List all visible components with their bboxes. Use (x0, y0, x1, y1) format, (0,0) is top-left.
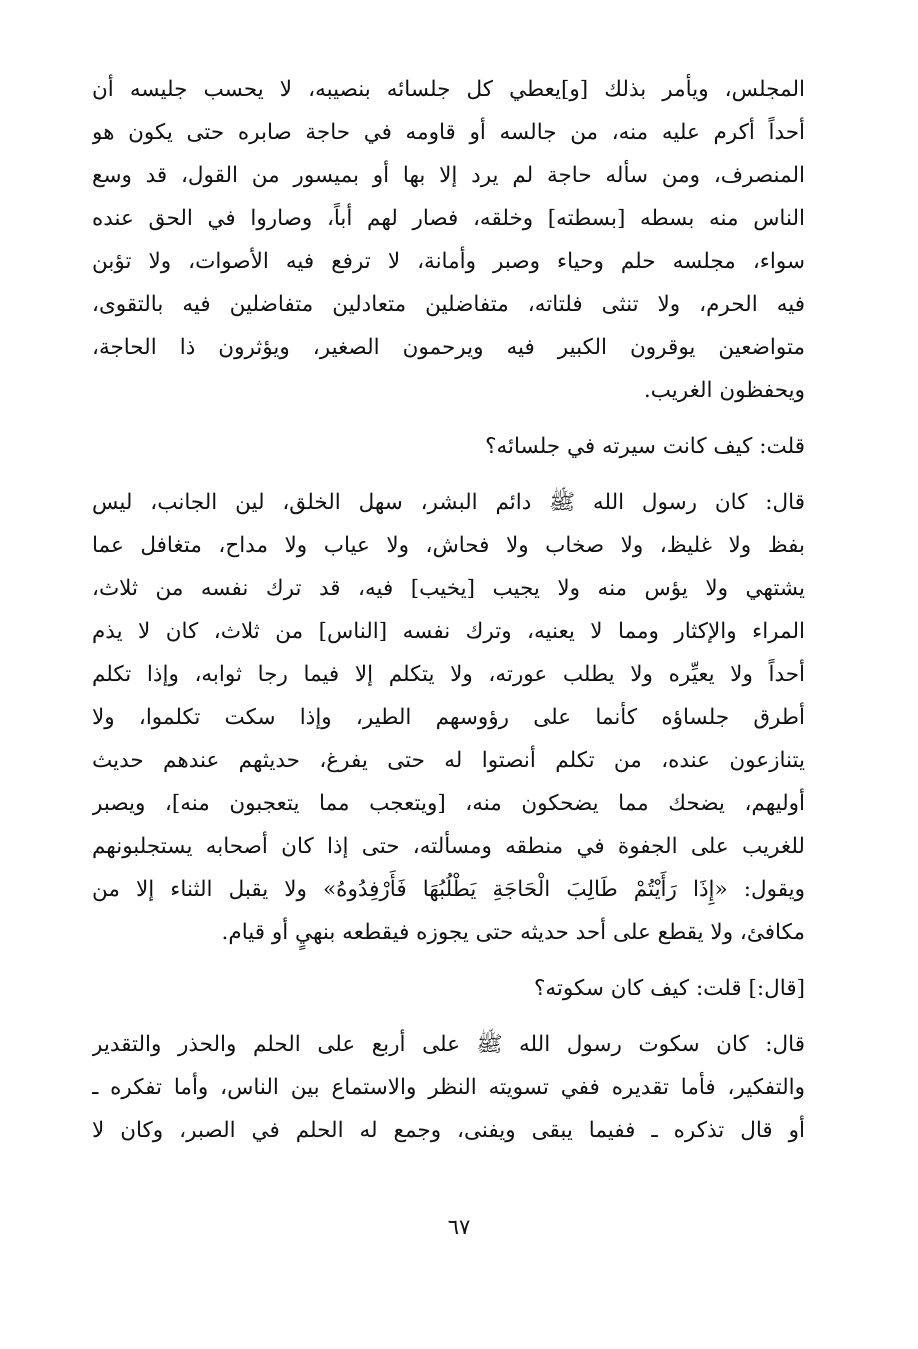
page-number: ٦٧ (447, 1215, 471, 1239)
paragraph-1 (92, 68, 805, 412)
question-heading (92, 967, 805, 1010)
text-line: سواء، مجلسه حلم وحياء وصبر وأمانة، لا ترفع فيه الأصوات، ولا تؤبن (92, 249, 805, 274)
text-line: ويحفظون الغريب. (643, 378, 805, 403)
text-line: يشتهي ولا يؤس منه ولا يجيب [يخيب] فيه، قد ترك نفسه من ثلاث، (92, 576, 805, 601)
book-page (92, 68, 805, 1248)
text-line: والتفكير، فأما تقديره ففي تسويته النظر والاستماع بين الناس، وأما تفكره ـ (92, 1075, 805, 1100)
text-line: للغريب على الجفوة في منطقه ومسألته، حتى إذا كان أصحابه يستجلبونهم (92, 834, 805, 859)
paragraph-3 (92, 481, 805, 954)
text-line: أوليهم، يضحك مما يضحكون منه، [ويتعجب مما يتعجبون منه]، ويصبر (92, 791, 805, 816)
text-line: أحداً ولا يعيِّره ولا يطلب عورته، ولا يتكلم إلا فيما رجا ثوابه، وإذا تكلم (92, 662, 805, 687)
paragraph-gap (92, 468, 805, 481)
text-line: الناس منه بسطه [بسطته] وخلقه، فصار لهم أباً، وصاروا في الحق عنده (92, 206, 805, 231)
text-line: أحداً أكرم عليه منه، من جالسه أو قاومه في حاجة صابره حتى يكون هو (92, 120, 805, 145)
paragraph-gap (92, 1010, 805, 1023)
question-heading (92, 425, 805, 468)
text-line: أطرق جلساؤه كأنما على رؤوسهم الطير، وإذا سكت تكلموا، ولا (92, 705, 805, 730)
text-line: بفظ ولا غليظ، ولا صخاب ولا فحاش، ولا عياب ولا مداح، متغافل عما (92, 533, 805, 558)
text-line: قلت: كيف كانت سيرته في جلسائه؟ (485, 434, 805, 459)
text-line: متواضعين يوقرون الكبير فيه ويرحمون الصغير، ويؤثرون ذا الحاجة، (92, 335, 805, 360)
text-line: ويقول: «إِذَا رَأَيْتُمْ طَالِبَ الْحَاجَةِ يَطْلُبُهَا فَأَرْفِدُوهُ» ولا يقبل الثناء إلا من (92, 877, 805, 902)
text-line: مكافئ، ولا يقطع على أحد حديثه حتى يجوزه فيقطعه بنهيٍ أو قيام. (221, 920, 805, 945)
text-line: المجلس، ويأمر بذلك [و]يعطي كل جلسائه بنصيبه، لا يحسب جليسه أن (92, 77, 805, 102)
text-line: قال: كان رسول الله ﷺ دائم البشر، سهل الخلق، لين الجانب، ليس (92, 490, 805, 515)
text-line: فيه الحرم، ولا تنثى فلتاته، متفاضلين متعادلين متفاضلين فيه بالتقوى، (92, 292, 805, 317)
text-line: قال: كان سكوت رسول الله ﷺ على أربع على الحلم والحذر والتقدير (92, 1032, 805, 1057)
text-line: المنصرف، ومن سأله حاجة لم يرد إلا بها أو بميسور من القول، قد وسع (92, 163, 805, 188)
paragraph-gap (92, 954, 805, 967)
text-line: المراء والإكثار ومما لا يعنيه، وترك نفسه [الناس] من ثلاث، كان لا يذم (92, 619, 805, 644)
paragraph-5 (92, 1023, 805, 1152)
text-line: أو قال تذكره ـ ففيما يبقى ويفنى، وجمع له الحلم في الصبر، وكان لا (92, 1118, 805, 1143)
text-line: [قال:] قلت: كيف كان سكوته؟ (533, 976, 805, 1001)
paragraph-gap (92, 412, 805, 425)
text-line: يتنازعون عنده، من تكلم أنصتوا له حتى يفرغ، حديثهم عندهم حديث (92, 748, 805, 773)
